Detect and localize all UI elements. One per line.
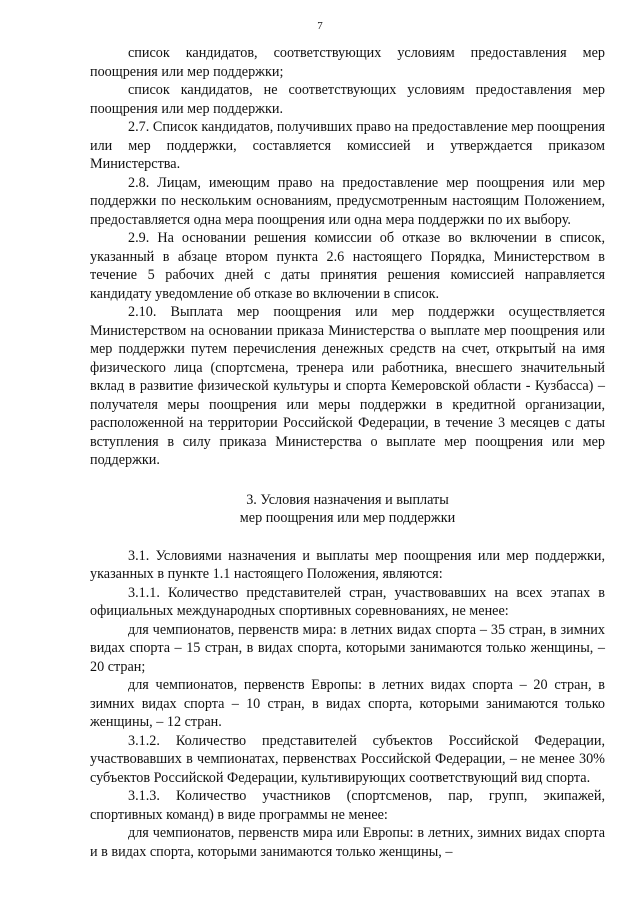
paragraph: для чемпионатов, первенств мира или Европы: в летних, зимних видах спорта и в видах спорта, которыми занимаются только женщины, – (90, 825, 605, 860)
paragraph-3-1: 3.1. Условиями назначения и выплаты мер поощрения или мер поддержки, указанных в пункте 1.1 настоящего Положения, являются: (90, 547, 605, 582)
section-heading-line2: мер поощрения или мер поддержки (239, 510, 456, 526)
paragraph: для чемпионатов, первенств Европы: в летних видах спорта – 20 стран, в зимних видах спорта – 10 стран, в видах спорта, которыми занимаются только женщины, – 12 стран. (90, 677, 605, 730)
paragraph-3-1-1: 3.1.1. Количество представителей стран, участвовавших на всех этапах в официальных международных спортивных соревнованиях, не менее: (90, 584, 605, 619)
page-number: 7 (317, 20, 323, 32)
paragraph: для чемпионатов, первенств мира: в летних видах спорта – 35 стран, в зимних видах спорта – 15 стран, в видах спорта, которыми занимаются только женщины, – 20 стран; (90, 621, 605, 675)
paragraph-3-1-2: 3.1.2. Количество представителей субъектов Российской Федерации, участвовавших в чемпионатах, первенствах Российской Федерации, – не менее 30% субъектов Российской Федерации, культивирующих соответствующий вид спорта. (90, 732, 605, 786)
paragraph-2-8: 2.8. Лицам, имеющим право на предоставление мер поощрения или мер поддержки по нескольким основаниям, предусмотренным настоящим Положением, предоставляется одна мера поощрения или одна мера поддержки по их выбору. (90, 174, 605, 228)
paragraph-2-7: 2.7. Список кандидатов, получивших право на предоставление мер поощрения или мер поддержки, составляется комиссией и утверждается приказом Министерства. (90, 119, 605, 172)
paragraph-2-9: 2.9. На основании решения комиссии об отказе во включении в список, указанный в абзаце втором пункта 2.6 настоящего Порядка, Министерством в течение 5 рабочих дней с даты принятия решения комиссией направляется кандидату уведомление об отказе во включении в список. (90, 230, 605, 302)
paragraph-3-1-3: 3.1.3. Количество участников (спортсменов, пар, групп, экипажей, спортивных команд) в виде программы не менее: (90, 788, 605, 823)
section-heading (90, 491, 605, 528)
paragraph: список кандидатов, не соответствующих условиям предоставления мер поощрения или мер поддержки. (90, 82, 605, 117)
section-heading-line1: 3. Условия назначения и выплаты (246, 491, 449, 508)
paragraph: список кандидатов, соответствующих условиям предоставления мер поощрения или мер поддержки; (90, 45, 605, 80)
document-body (90, 44, 605, 861)
paragraph-2-10: 2.10. Выплата мер поощрения или мер поддержки осуществляется Министерством на основании приказа Министерства о выплате мер поощрения или мер поддержки путем перечисления денежных средств на счет, открытый на имя физического лица (спортсмена, тренера или работника, внесшего значительный вклад в развитие физической культуры и спорта Кемеровской области - Кузбасса) – получателя меры поощрения или меры поддержки в кредитной организации, расположенной на территории Российской Федерации, в течение 3 месяцев с даты вступления в силу приказа Министерства о выплате мер поощрения или мер поддержки. (90, 304, 605, 468)
